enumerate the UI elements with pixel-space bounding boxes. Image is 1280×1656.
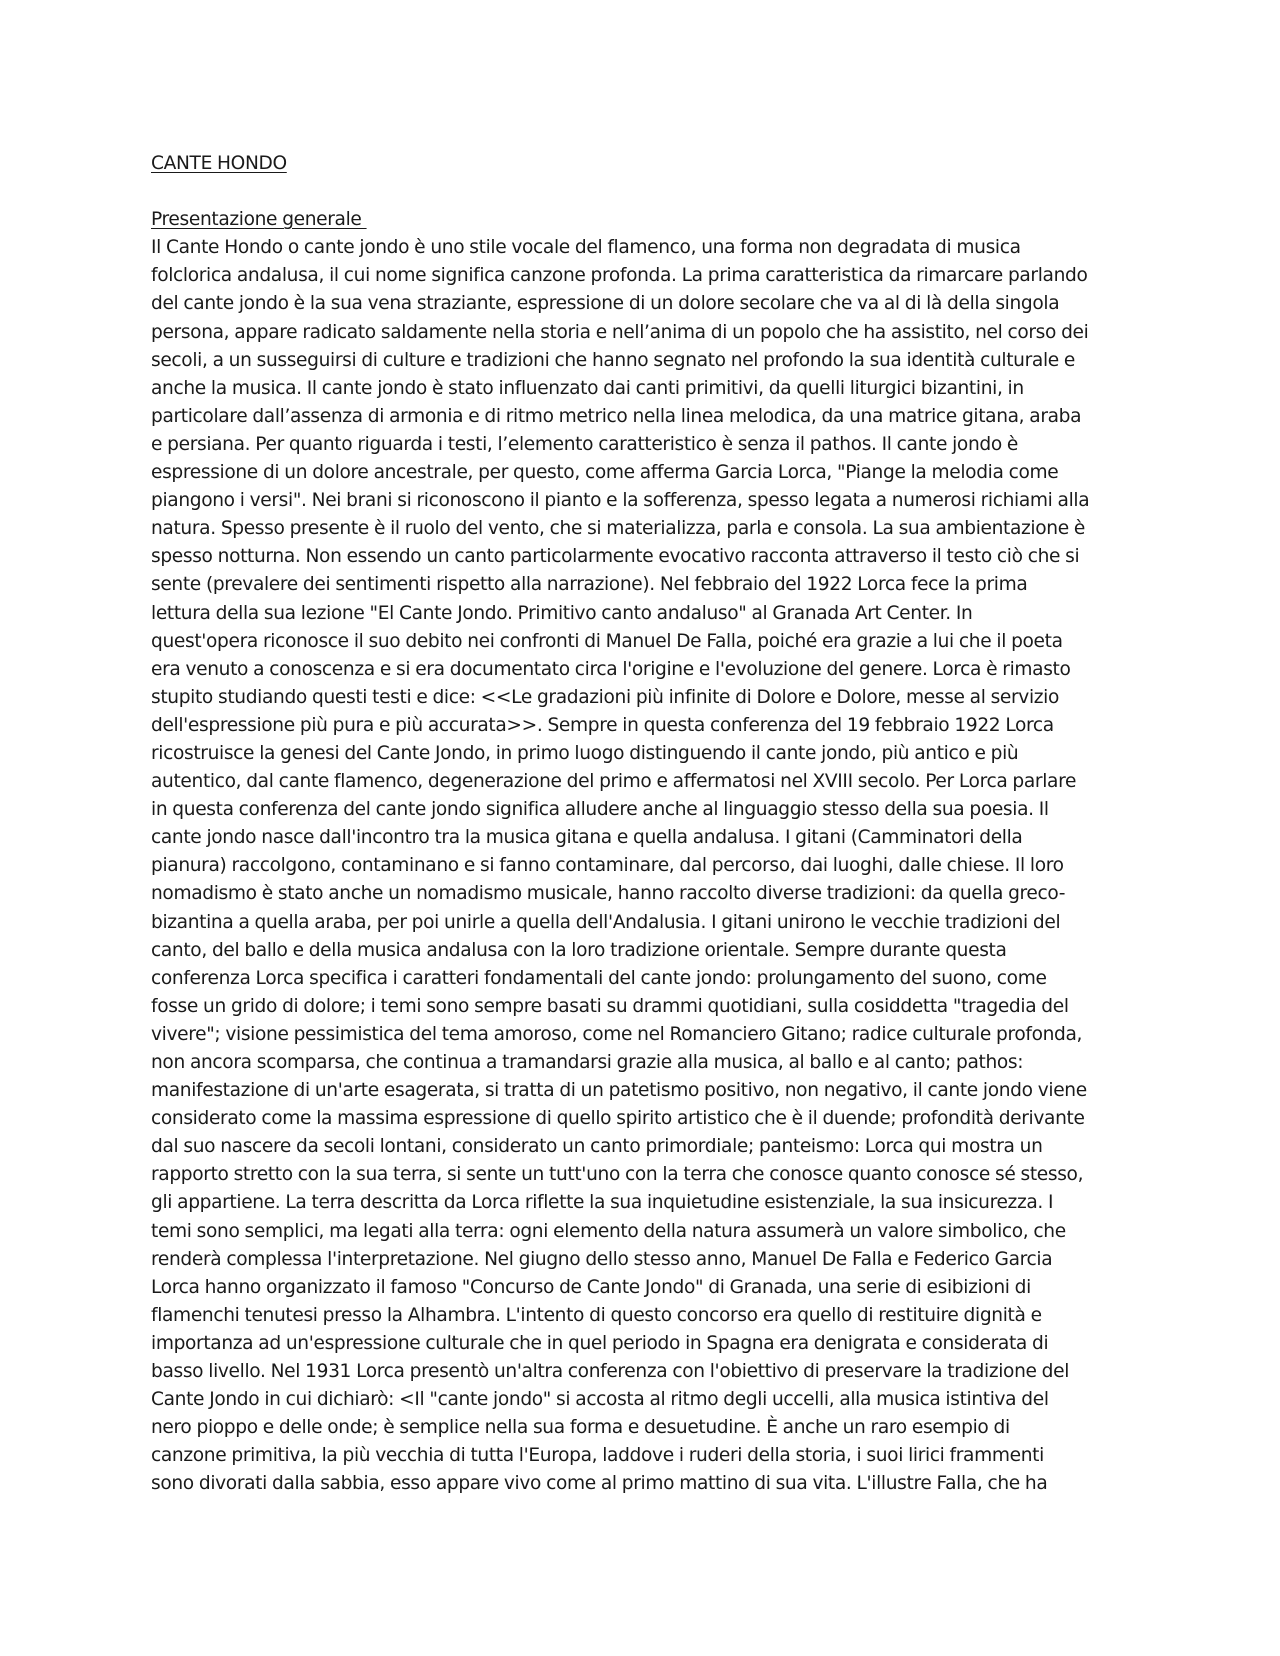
- body-line: secoli, a un susseguirsi di culture e tradizioni che hanno segnato nel profondo la sua identità culturale e: [151, 349, 1076, 371]
- body-line: manifestazione di un'arte esagerata, si tratta di un patetismo positivo, non negativo, il cante jondo viene: [151, 1080, 1087, 1102]
- body-line: stupito studiando questi testi e dice: <<Le gradazioni più infinite di Dolore e Dolore, messe al servizio: [151, 686, 1060, 708]
- body-line: canzone primitiva, la più vecchia di tutta l'Europa, laddove i ruderi della storia, i suoi lirici frammenti: [151, 1445, 1044, 1467]
- body-line: del cante jondo è la sua vena straziante, espressione di un dolore secolare che va al di là della singola: [151, 293, 1060, 315]
- body-line: particolare dall’assenza di armonia e di ritmo metrico nella linea melodica, da una matrice gitana, araba: [151, 405, 1082, 427]
- body-line: folclorica andalusa, il cui nome significa canzone profonda. La prima caratteristica da rimarcare parlando: [151, 265, 1088, 287]
- body-line: Il Cante Hondo o cante jondo è uno stile vocale del flamenco, una forma non degradata di musica: [151, 237, 1021, 259]
- body-line: dell'espressione più pura e più accurata>>. Sempre in questa conferenza del 19 febbraio 1922 Lorca: [151, 714, 1054, 736]
- body-line: conferenza Lorca specifica i caratteri fondamentali del cante jondo: prolungamento del suono, come: [151, 967, 1047, 989]
- body-line: non ancora scomparsa, che continua a tramandarsi grazie alla musica, al ballo e al canto; pathos:: [151, 1052, 1024, 1073]
- body-line: ricostruisce la genesi del Cante Jondo, in primo luogo distinguendo il cante jondo, più antico e più: [151, 742, 1019, 764]
- body-line: in questa conferenza del cante jondo significa alludere anche al linguaggio stesso della sua poesia. Il: [151, 799, 1049, 821]
- body-line: vivere"; visione pessimistica del tema amoroso, come nel Romanciero Gitano; radice culturale profonda,: [151, 1023, 1083, 1045]
- body-line: rapporto stretto con la sua terra, si sente un tutt'uno con la terra che conosce quanto conosce sé stesso,: [151, 1164, 1084, 1186]
- body-line: basso livello. Nel 1931 Lorca presentò un'altra conferenza con l'obiettivo di preservare la tradizione del: [151, 1361, 1070, 1383]
- body-line: bizantina a quella araba, per poi unirle a quella dell'Andalusia. I gitani unirono le vecchie tradizioni del: [151, 911, 1061, 933]
- body-line: era venuto a conoscenza e si era documentato circa l'origine e l'evoluzione del genere. Lorca è rimasto: [151, 658, 1071, 680]
- body-line: autentico, dal cante flamenco, degenerazione del primo e affermatosi nel XVIII secolo. Per Lorca parlare: [151, 771, 1077, 793]
- body-line: persona, appare radicato saldamente nella storia e nell’anima di un popolo che ha assistito, nel corso dei: [151, 321, 1089, 343]
- body-line: sono divorati dalla sabbia, esso appare vivo come al primo mattino di sua vita. L'illustre Falla, che ha: [151, 1473, 1048, 1495]
- body-line: dal suo nascere da secoli lontani, considerato un canto primordiale; panteismo: Lorca qui mostra un: [151, 1136, 1043, 1158]
- body-line: temi sono semplici, ma legati alla terra: ogni elemento della natura assumerà un valore simbolico, che: [151, 1220, 1066, 1242]
- body-line: pianura) raccolgono, contaminano e si fanno contaminare, dal percorso, dai luoghi, dalle chiese. Il loro: [151, 855, 1064, 877]
- document-content: [151, 150, 1136, 1499]
- body-line: quest'opera riconosce il suo debito nei confronti di Manuel De Falla, poiché era grazie a lui che il poeta: [151, 630, 1063, 652]
- body-line: lettura della sua lezione "El Cante Jondo. Primitivo canto andaluso" al Granada Art Center. In: [151, 602, 973, 624]
- body-line: sente (prevalere dei sentimenti rispetto alla narrazione). Nel febbraio del 1922 Lorca fece la prima: [151, 574, 1028, 596]
- body-line: natura. Spesso presente è il ruolo del vento, che si materializza, parla e consola. La sua ambientazione è: [151, 518, 1085, 540]
- body-line: Lorca hanno organizzato il famoso "Concurso de Cante Jondo" di Granada, una serie di esibizioni di: [151, 1276, 1031, 1298]
- body-line: cante jondo nasce dall'incontro tra la musica gitana e quella andalusa. I gitani (Camminatori della: [151, 827, 1023, 849]
- body-line: gli appartiene. La terra descritta da Lorca riflette la sua inquietudine esistenziale, la sua insicurezza. I: [151, 1192, 1054, 1214]
- blank-line: [151, 178, 1136, 206]
- body-line: spesso notturna. Non essendo un canto particolarmente evocativo racconta attraverso il testo ciò che si: [151, 546, 1080, 568]
- body-line: nomadismo è stato anche un nomadismo musicale, hanno raccolto diverse tradizioni: da quella greco-: [151, 883, 1066, 905]
- body-paragraph: [151, 234, 1136, 1498]
- body-line: renderà complessa l'interpretazione. Nel giugno dello stesso anno, Manuel De Falla e Federico Garcia: [151, 1248, 1053, 1270]
- document-title: CANTE HONDO: [151, 153, 287, 174]
- body-line: Cante Jondo in cui dichiarò: <Il "cante jondo" si accosta al ritmo degli uccelli, alla musica istintiva del: [151, 1389, 1049, 1411]
- body-line: importanza ad un'espressione culturale che in quel periodo in Spagna era denigrata e considerata di: [151, 1332, 1049, 1354]
- body-line: piangono i versi". Nei brani si riconoscono il pianto e la sofferenza, spesso legata a numerosi richiami alla: [151, 490, 1090, 512]
- section-heading: Presentazione generale: [151, 209, 367, 231]
- body-line: fosse un grido di dolore; i temi sono sempre basati su drammi quotidiani, sulla cosiddetta "tragedia del: [151, 995, 1069, 1017]
- body-line: flamenchi tenutesi presso la Alhambra. L'intento di questo concorso era quello di restituire dignità e: [151, 1304, 1042, 1326]
- body-line: considerato come la massima espressione di quello spirito artistico che è il duende; profondità derivante: [151, 1108, 1085, 1130]
- body-line: e persiana. Per quanto riguarda i testi, l’elemento caratteristico è senza il pathos. Il cante jondo è: [151, 433, 1019, 455]
- body-line: nero pioppo e delle onde; è semplice nella sua forma e desuetudine. È anche un raro esempio di: [151, 1417, 1010, 1439]
- body-line: espressione di un dolore ancestrale, per questo, come afferma Garcia Lorca, "Piange la melodia come: [151, 462, 1059, 484]
- body-line: canto, del ballo e della musica andalusa con la loro tradizione orientale. Sempre durante questa: [151, 939, 1007, 961]
- body-line: anche la musica. Il cante jondo è stato influenzato dai canti primitivi, da quelli liturgici bizantini, in: [151, 377, 1024, 399]
